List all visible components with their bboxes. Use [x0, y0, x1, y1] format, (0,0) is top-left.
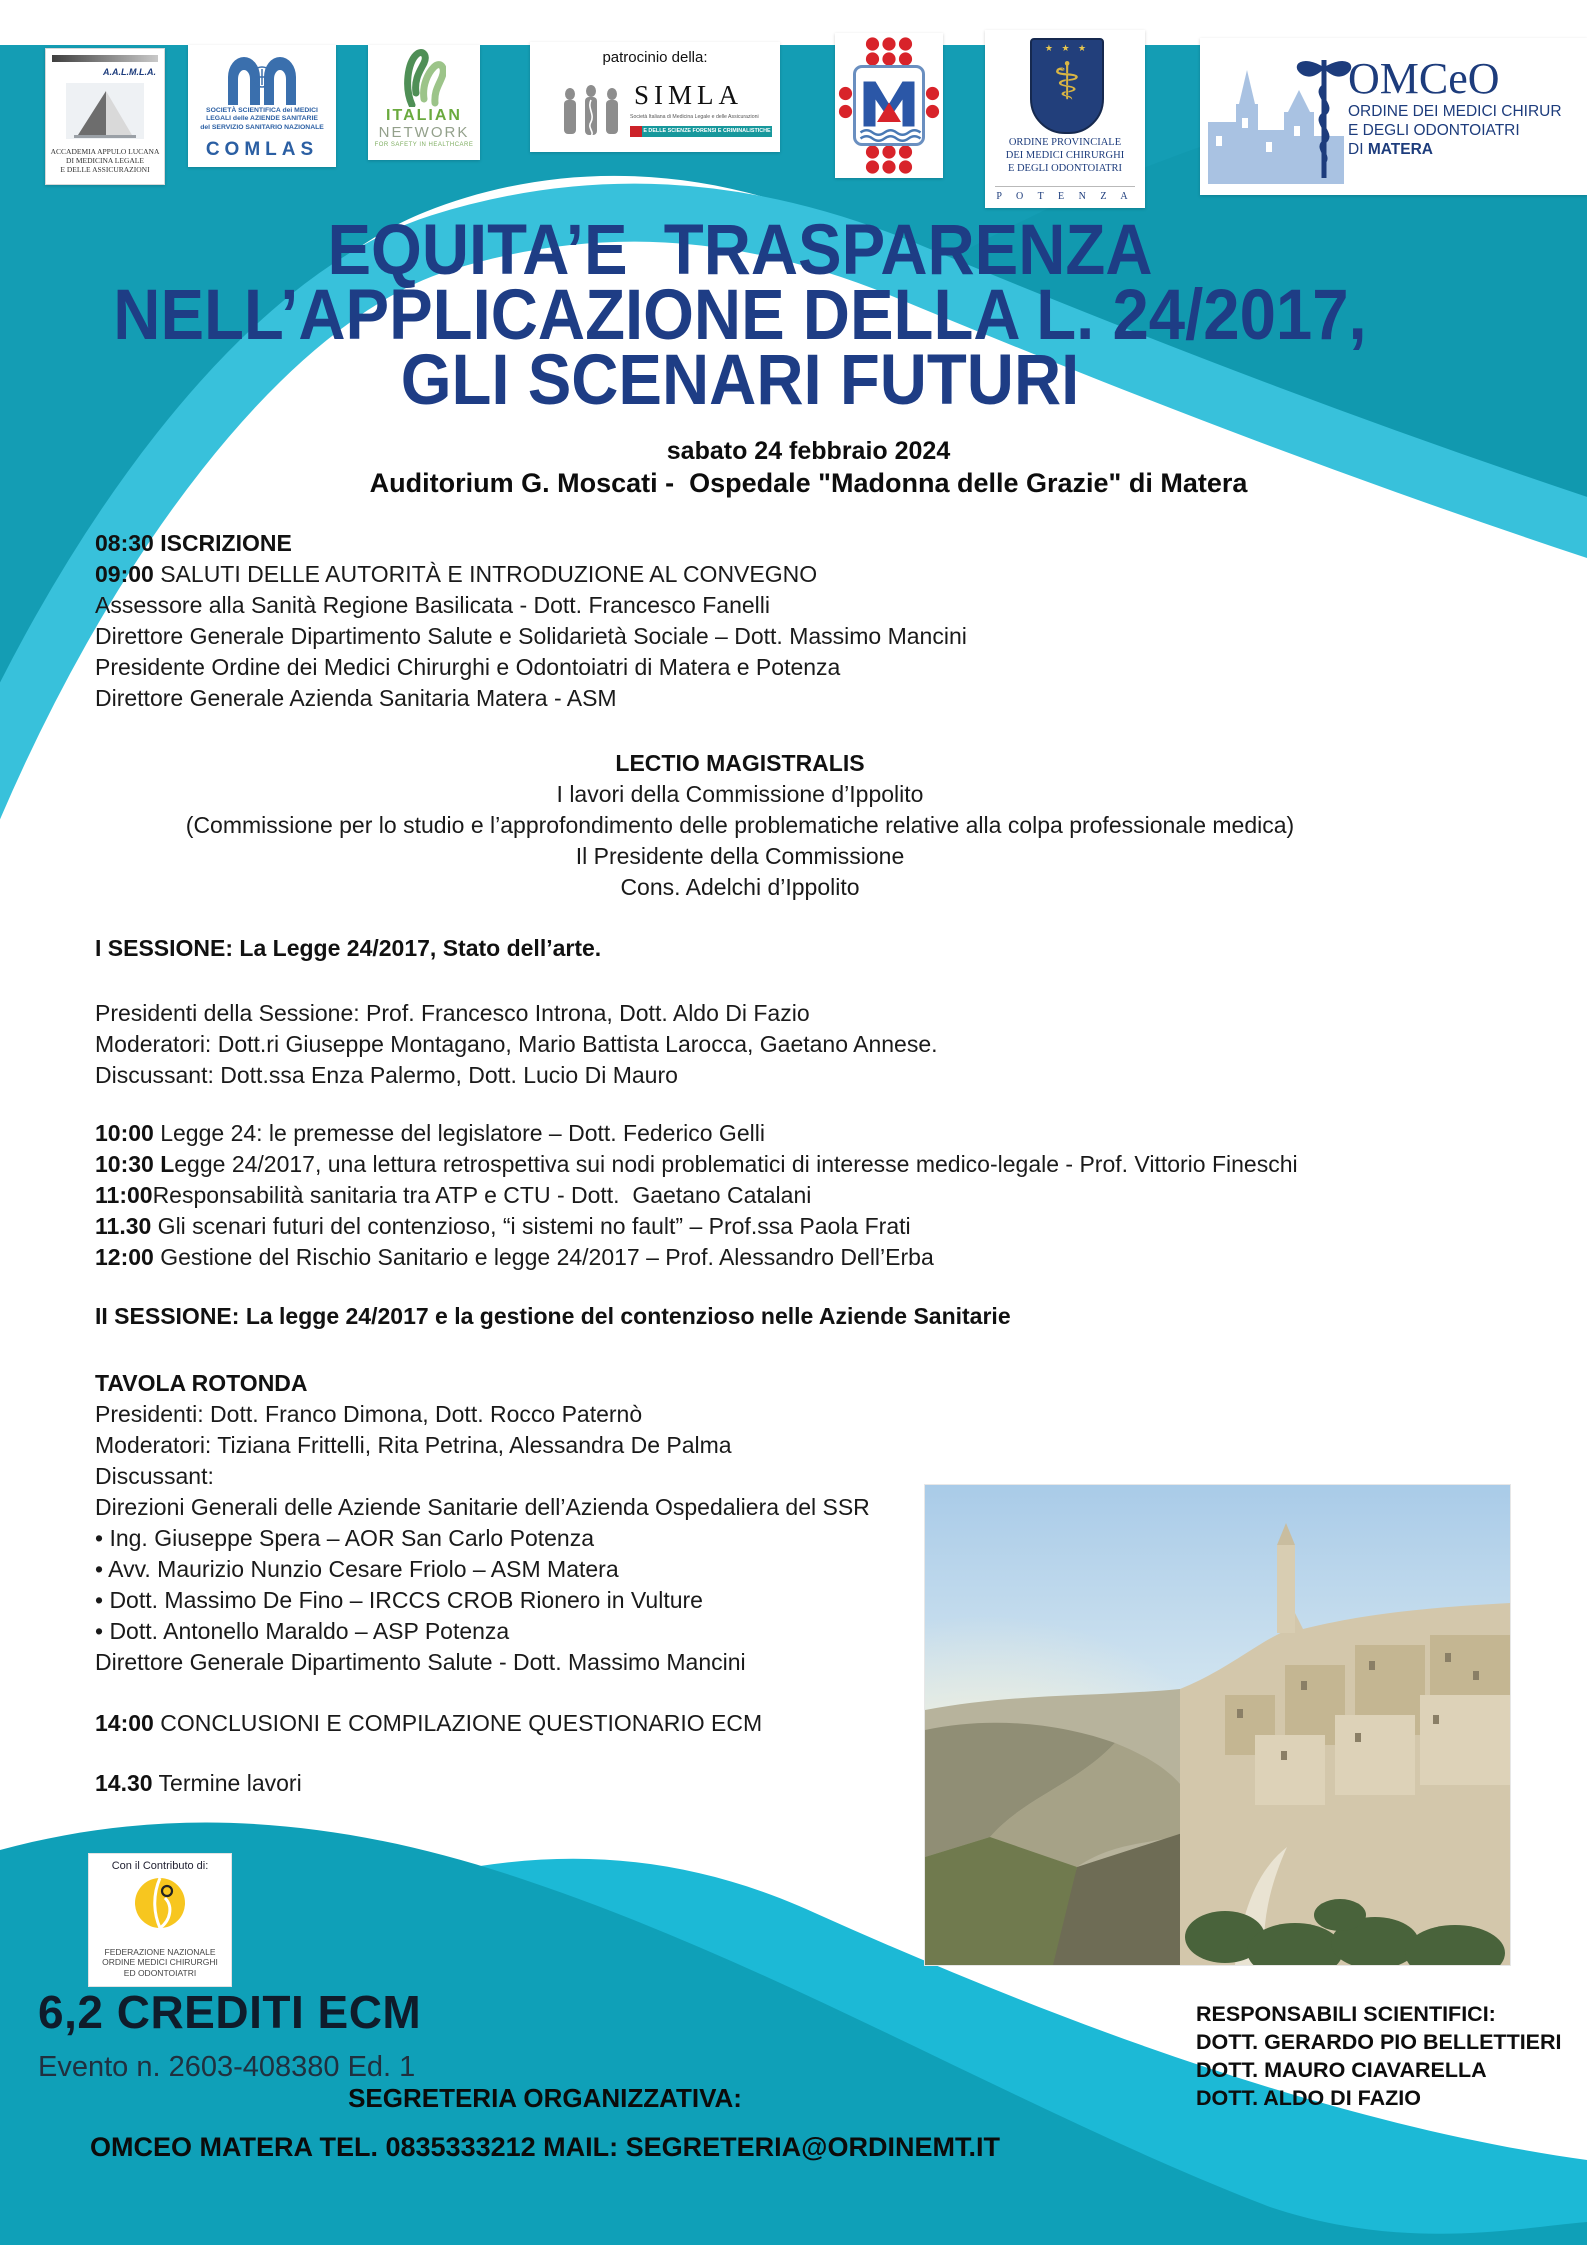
italian-network-name2: NETWORK [378, 124, 470, 141]
program-lectio [30, 748, 1450, 903]
potenza-aesculapius-icon: ⚕ [1052, 53, 1082, 111]
program-line: Presidente Ordine dei Medici Chirurghi e Odontoiatri di Matera e Potenza [95, 654, 841, 680]
program-line: Assessore alla Sanità Regione Basilicata - Dott. Francesco Fanelli [95, 592, 770, 618]
program-line: Discussant: [95, 1463, 214, 1489]
omceo-line1: ORDINE DEI MEDICI CHIRUR [1348, 103, 1562, 120]
omceo-skyline-caduceus-icon [1206, 52, 1356, 184]
roundtable-block [95, 1368, 870, 1678]
program-line: Il Presidente della Commissione [575, 843, 905, 869]
matera-city-emblem-icon [835, 33, 943, 178]
matera-photo [925, 1485, 1510, 1965]
program-line: Discussant: Dott.ssa Enza Palermo, Dott. Lucio Di Mauro [95, 1062, 678, 1088]
simla-name: SIMLA [634, 80, 744, 110]
program-line: Presidenti della Sessione: Prof. Francesco Introna, Dott. Aldo Di Fazio [95, 1000, 810, 1026]
program-line: 08:30 ISCRIZIONE [95, 530, 292, 556]
simla-strip [630, 126, 772, 137]
program-opening [95, 528, 967, 714]
program-line: 10:00 Legge 24: le premesse del legislatore – Dott. Federico Gelli [95, 1120, 765, 1146]
program-line: 12:00 Gestione del Rischio Sanitario e legge 24/2017 – Prof. Alessandro Dell’Erba [95, 1244, 934, 1270]
roundtable-heading: TAVOLA ROTONDA [95, 1370, 308, 1396]
responsabili-heading: RESPONSABILI SCIENTIFICI: [1196, 2002, 1496, 2026]
fnomceo-caption: FEDERAZIONE NAZIONALE ORDINE MEDICI CHIRURGHI ED ODONTOIATRI [102, 1946, 218, 1978]
responsabili-line: DOTT. ALDO DI FAZIO [1196, 2086, 1421, 2110]
logo-comlas [188, 45, 336, 167]
secretariat-contact: OMCEO MATERA TEL. 0835333212 MAIL: SEGRETERIA@ORDINEMT.IT [90, 2132, 1000, 2162]
session2-heading: II SESSIONE: La legge 24/2017 e la gestione del contenzioso nelle Aziende Sanitarie [95, 1303, 1011, 1329]
responsabili-line: DOTT. MAURO CIAVARELLA [1196, 2058, 1487, 2082]
omceo-line2: E DEGLI ODONTOIATRI [1348, 122, 1520, 139]
closing-line-1430: 14.30 Termine lavori [95, 1770, 302, 1796]
ecm-event-number: Evento n. 2603-408380 Ed. 1 [38, 2051, 416, 2083]
title-line3: GLI SCENARI FUTURI [400, 341, 1080, 420]
event-venue: Auditorium G. Moscati - Ospedale "Madonna delle Grazie" di Matera [369, 468, 1248, 498]
program-line: 09:00 SALUTI DELLE AUTORITÀ E INTRODUZIONE AL CONVEGNO [95, 561, 818, 587]
omceo-name: OMCeO [1348, 54, 1500, 103]
fnomceo-icon [133, 1876, 187, 1930]
event-date: sabato 24 febbraio 2024 [666, 437, 951, 465]
patrocinio-label: patrocinio della: [602, 49, 708, 66]
matera-landscape-illustration [925, 1485, 1510, 1965]
contrib-label: Con il Contributo di: [111, 1860, 209, 1872]
logo-omceo-matera [1200, 38, 1587, 195]
program-line: • Dott. Antonello Maraldo – ASP Potenza [95, 1618, 510, 1644]
potenza-shield-icon [1030, 38, 1104, 134]
program-line: • Avv. Maurizio Nunzio Cesare Friolo – ASM Matera [95, 1556, 619, 1582]
title-line1: EQUITA’E TRASPARENZA [327, 211, 1153, 290]
event-title [0, 211, 1480, 420]
program-line: Direttore Generale Azienda Sanitaria Matera - ASM [95, 685, 617, 711]
program-line: • Ing. Giuseppe Spera – AOR San Carlo Potenza [95, 1525, 595, 1551]
comlas-caption: SOCIETÀ SCIENTIFICA dei MEDICI LEGALI delle AZIENDE SANITARIE del SERVIZIO SANITARIO NAZIONALE [200, 107, 324, 131]
session1-talks [95, 1118, 1298, 1273]
omceo-line3: DI MATERA [1348, 141, 1433, 158]
aalmla-caption: ACCADEMIA APPULO LUCANA DI MEDICINA LEGALE E DELLE ASSICURAZIONI [50, 147, 160, 174]
program-line: 11.30 Gli scenari futuri del contenzioso, “i sistemi no fault” – Prof.ssa Paola Frati [95, 1213, 911, 1239]
logo-ordine-potenza [985, 30, 1145, 208]
program-line: Direttore Generale Dipartimento Salute e Solidarietà Sociale – Dott. Massimo Mancini [95, 623, 967, 649]
simla-strip-text: E DELLE SCIENZE FORENSI E CRIMINALISTICHE [642, 126, 772, 137]
program-line: Moderatori: Tiziana Frittelli, Rita Petrina, Alessandra De Palma [95, 1432, 732, 1458]
closing-line-1400: 14:00 CONCLUSIONI E COMPILAZIONE QUESTIONARIO ECM [95, 1710, 763, 1736]
simla-subtitle: Società Italiana di Medicina Legale e delle Assicurazioni [630, 114, 759, 120]
italian-network-tagline: FOR SAFETY IN HEALTHCARE [374, 142, 474, 148]
title-line2: NELL’APPLICAZIONE DELLA L. 24/2017, [113, 276, 1367, 355]
logo-matera-city [835, 33, 943, 178]
program-line: I lavori della Commissione d’Ippolito [556, 781, 924, 807]
responsabili-line: DOTT. GERARDO PIO BELLETTIERI [1196, 2030, 1562, 2054]
program-line: 10:30 Legge 24/2017, una lettura retrospettiva sui nodi problematici di interesse medico-legale - Prof. Vittorio Fineschi [95, 1151, 1298, 1177]
logo-aalmla [45, 48, 165, 185]
potenza-stars: ★ ★ ★ [1044, 43, 1090, 53]
comlas-name: COMLAS [205, 139, 319, 160]
session1-people [95, 998, 938, 1091]
program-line: Moderatori: Dott.ri Giuseppe Montagano, Mario Battista Larocca, Gaetano Annese. [95, 1031, 938, 1057]
lectio-heading: LECTIO MAGISTRALIS [615, 750, 865, 776]
program-line: Direttore Generale Dipartimento Salute - Dott. Massimo Mancini [95, 1649, 746, 1675]
aalmla-pyramid-icon [66, 83, 144, 139]
aalmla-acronym: A.A.L.M.L.A. [103, 67, 156, 77]
scientific-responsibles [1196, 2000, 1562, 2112]
program-line: (Commissione per lo studio e l’approfondimento delle problematiche relative alla colpa professionale medica) [185, 812, 1295, 838]
simla-figures-icon [558, 82, 624, 140]
event-when-where [30, 436, 1587, 500]
program-line: Direzioni Generali delle Aziende Sanitarie dell’Azienda Ospedaliera del SSR [95, 1494, 870, 1520]
potenza-caption: ORDINE PROVINCIALE DEI MEDICI CHIRURGHI E DEGLI ODONTOIATRI [1005, 137, 1125, 174]
session1-heading: I SESSIONE: La Legge 24/2017, Stato dell’arte. [95, 935, 602, 961]
aalmla-top-bar [52, 55, 158, 62]
italian-network-name1: ITALIAN [386, 107, 462, 124]
program-line: Cons. Adelchi d’Ippolito [620, 874, 860, 900]
comlas-arches-icon [224, 51, 300, 105]
program-line: • Dott. Massimo De Fino – IRCCS CROB Rionero in Vulture [95, 1587, 703, 1613]
logo-fnomceo [88, 1853, 232, 1987]
secretariat-heading: SEGRETERIA ORGANIZZATIVA: [348, 2083, 742, 2113]
potenza-city-label: P O T E N Z A [995, 186, 1135, 202]
italian-network-glyph-icon [402, 49, 446, 107]
logo-italian-network [368, 45, 480, 160]
logo-simla [530, 42, 780, 152]
omceo-text [1348, 56, 1587, 159]
program-line: 11:00Responsabilità sanitaria tra ATP e CTU - Dott. Gaetano Catalani [95, 1182, 812, 1208]
ecm-credits: 6,2 CREDITI ECM [38, 1986, 422, 2038]
simla-strip-red [630, 126, 642, 137]
secretariat-block [0, 2083, 1090, 2162]
program-line: Presidenti: Dott. Franco Dimona, Dott. Rocco Paternò [95, 1401, 643, 1427]
